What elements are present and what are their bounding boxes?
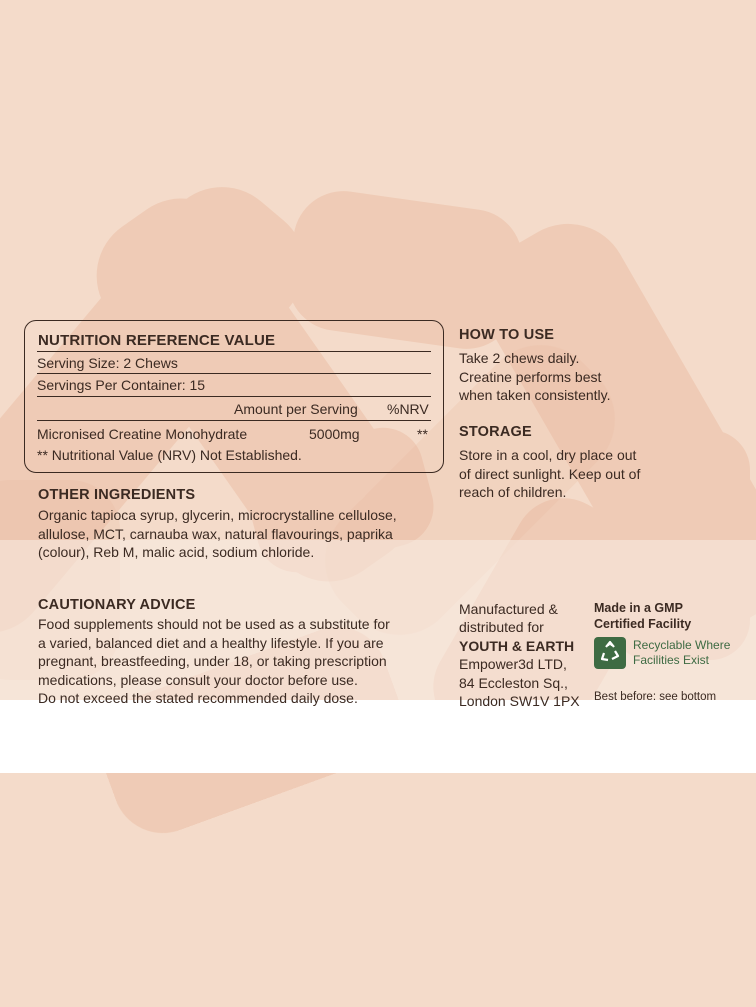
serving-size: Serving Size: 2 Chews bbox=[37, 355, 178, 371]
cautionary-text: Food supplements should not be used as a substitute for a varied, balanced diet and a healthy lifestyle. If you are pregnant, breastfeeding, under 18, or taking prescription medications, please consult your doctor before use. Do not exceed the stated recommended daily dose. bbox=[38, 616, 390, 706]
storage-text: Store in a cool, dry place out of direct sunlight. Keep out of reach of children. bbox=[459, 447, 641, 500]
best-before: Best before: see bottom bbox=[594, 691, 717, 703]
gmp-badge: Made in a GMP Certified Facility bbox=[594, 601, 692, 631]
nrv-header: %NRV bbox=[387, 401, 429, 417]
servings-per-container: Servings Per Container: 15 bbox=[37, 377, 206, 393]
nutrition-panel bbox=[24, 320, 444, 473]
ingredient-nrv: ** bbox=[417, 426, 428, 442]
white-band bbox=[0, 700, 756, 773]
storage-heading: STORAGE bbox=[459, 424, 532, 440]
nutrition-title: NUTRITION REFERENCE VALUE bbox=[38, 332, 276, 349]
recycle-label: Recyclable Where Facilities Exist bbox=[633, 638, 731, 667]
nrv-footnote: ** Nutritional Value (NRV) Not Established. bbox=[37, 447, 302, 463]
amount-header: Amount per Serving bbox=[234, 401, 358, 417]
recycle-icon bbox=[594, 637, 626, 669]
ingredient-name: Micronised Creatine Monohydrate bbox=[37, 426, 248, 442]
divider bbox=[37, 351, 431, 352]
divider bbox=[37, 373, 431, 374]
divider bbox=[37, 420, 431, 421]
brand-name: YOUTH & EARTH bbox=[459, 637, 575, 654]
how-to-use-text: Take 2 chews daily. Creatine performs best when taken consistently. bbox=[459, 350, 611, 403]
other-ingredients-heading: OTHER INGREDIENTS bbox=[38, 487, 196, 503]
cautionary-heading: CAUTIONARY ADVICE bbox=[38, 597, 196, 613]
divider bbox=[37, 396, 431, 397]
other-ingredients-text: Organic tapioca syrup, glycerin, microcrystalline cellulose, allulose, MCT, carnauba wax, natural flavourings, paprika (colour), Reb M, malic acid, sodium chloride. bbox=[38, 507, 397, 560]
manufacturer-info: Manufactured & distributed for YOUTH & EARTH Empower3d LTD, 84 Eccleston Sq., London SW1V 1PX bbox=[459, 601, 580, 710]
how-to-use-heading: HOW TO USE bbox=[459, 327, 555, 343]
ingredient-amount: 5000mg bbox=[309, 426, 360, 442]
